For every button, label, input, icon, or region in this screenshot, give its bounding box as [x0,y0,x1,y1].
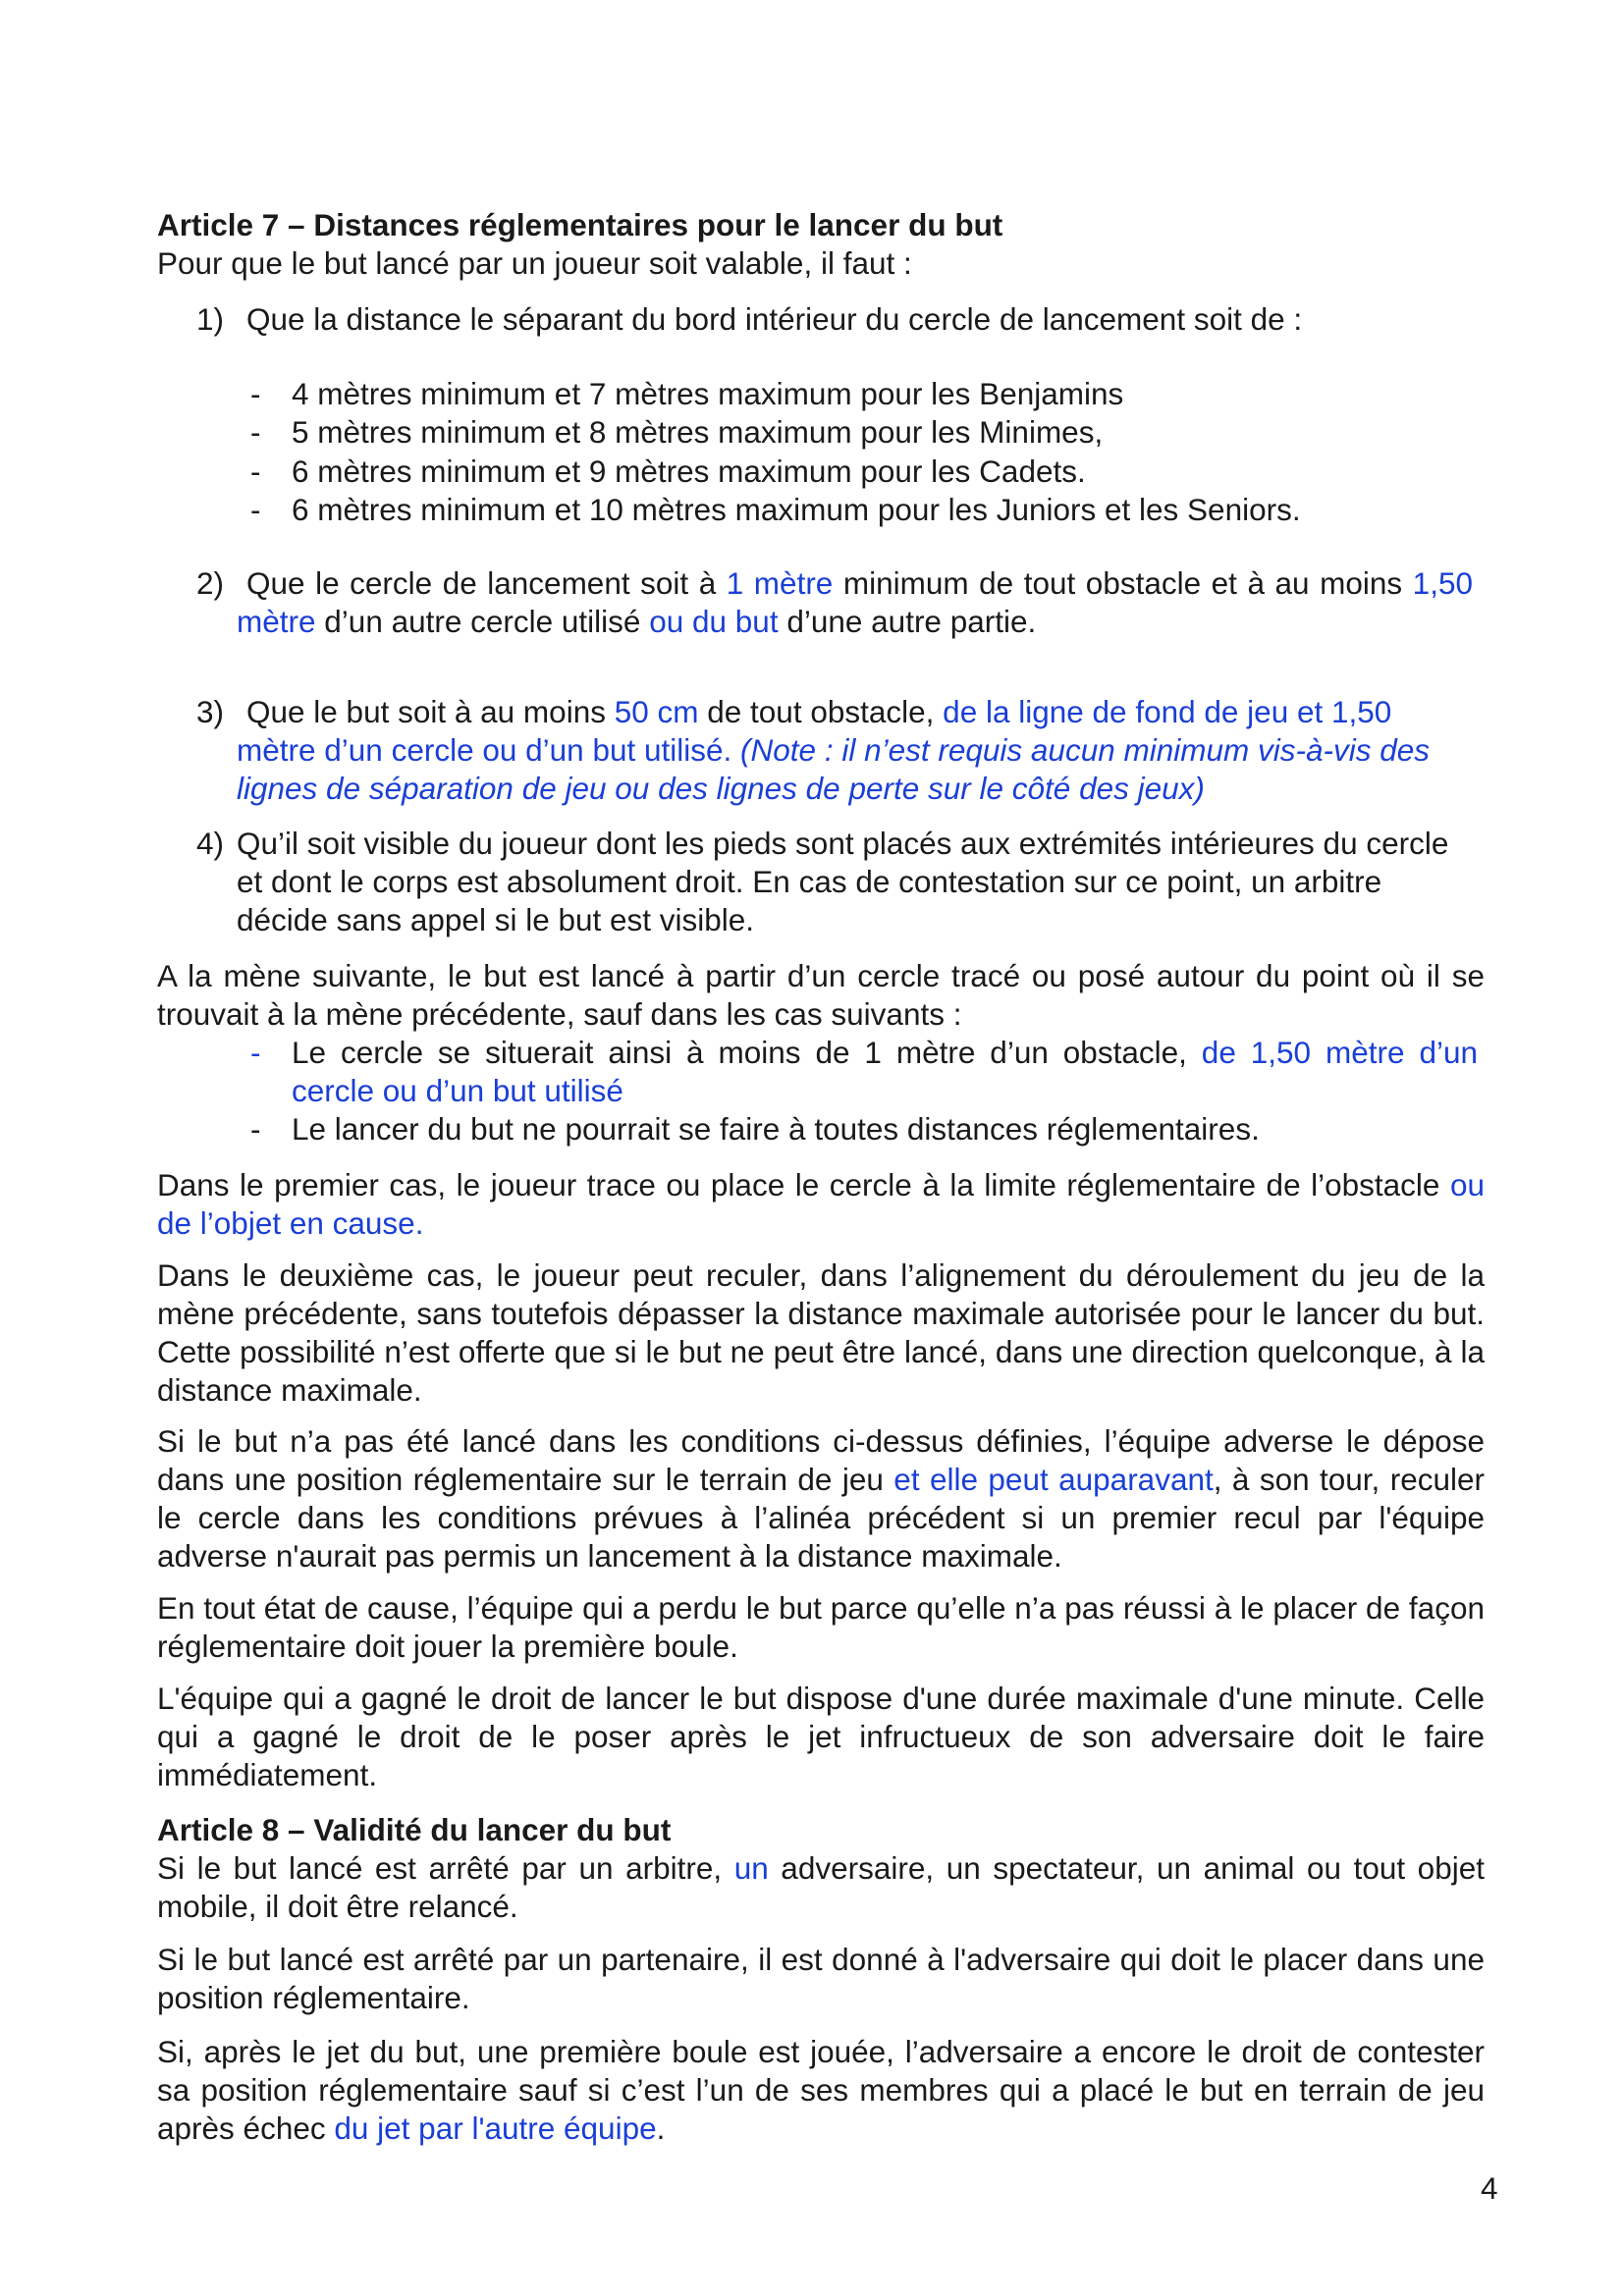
list-item-text: Que la distance le séparant du bord intérieur du cercle de lancement soit de : [246,301,1303,337]
dash-marker: - [250,1111,261,1147]
highlight: 1,50 mètre [237,565,1473,639]
dash-marker: - [250,376,261,411]
highlight: 1 mètre [726,565,834,601]
bullet-item [250,453,1478,491]
bullet-item [250,1110,1478,1148]
paragraph: Si le but lancé est arrêté par un arbitre, un adversaire, un spectateur, un animal ou tout objet mobile, il doit être relancé. [157,1850,1485,1924]
page-number: 4 [1481,2170,1498,2206]
list-item-2 [196,564,1473,641]
paragraph: Si le but n’a pas été lancé dans les conditions ci-dessus définies, l’équipe adverse le dépose dans une position réglementaire sur le terrain de jeu et elle peut auparavant, à son tour, reculer le cercle dans les conditions prévues à l’alinéa précédent si un premier recul par l'équipe adverse n'aurait pas permis un lancement à la distance maximale. [157,1423,1485,1574]
highlight: de 1,50 mètre d’un cercle ou d’un but utilisé [292,1035,1478,1108]
highlight: un [733,1850,769,1886]
article-7-intro: Pour que le but lancé par un joueur soit valable, il faut : [157,245,912,281]
highlight: ou du but [649,604,779,639]
list-item-text: Qu’il soit visible du joueur dont les pieds sont placés aux extrémités intérieures du cercle et dont le corps est absolument droit. En cas de contestation sur ce point, un arbitre décide sans appel si le but est visible. [237,826,1449,937]
bullet-item [250,491,1478,529]
dash-marker: - [250,492,261,527]
bullet-text: 5 mètres minimum et 8 mètres maximum pour les Minimes, [292,414,1104,450]
paragraph: L'équipe qui a gagné le droit de lancer le but dispose d'une durée maximale d'une minute. Celle qui a gagné le droit de le poser après le jet infructueux de son adversaire doit le faire immédiatement. [157,1681,1485,1792]
dash-marker: - [250,414,261,450]
list-number: 1) [196,301,225,337]
paragraph: Dans le deuxième cas, le joueur peut reculer, dans l’alignement du déroulement du jeu de la mène précédente, sans toutefois dépasser la distance maximale autorisée pour le lancer du but. Cette possibilité n’est offerte que si le but ne peut être lancé, dans une direction quelconque, à la distance maximale. [157,1257,1485,1408]
bullet-item [250,413,1478,452]
note: (Note : il n’est requis aucun minimum vis-à-vis des lignes de séparation de jeu ou des lignes de perte sur le côté des jeux) [237,732,1431,806]
bullet-text: 4 mètres minimum et 7 mètres maximum pour les Benjamins [292,376,1124,411]
bullet-text: 6 mètres minimum et 9 mètres maximum pour les Cadets. [292,454,1086,489]
article-7-title: Article 7 – Distances réglementaires pour le lancer du but [157,207,1003,242]
bullet-item [250,375,1478,413]
list-item-text: Que le cercle de lancement soit à 1 mètre minimum de tout obstacle et à au moins 1,50 mètre d’un autre cercle utilisé ou du but d’une autre partie. [237,565,1473,639]
paragraph: En tout état de cause, l’équipe qui a perdu le but parce qu’elle n’a pas réussi à le placer de façon réglementaire doit jouer la première boule. [157,1590,1485,1664]
list-number: 4) [196,826,225,861]
paragraph: A la mène suivante, le but est lancé à partir d’un cercle tracé ou posé autour du point où il se trouvait à la mène précédente, sauf dans les cas suivants : [157,958,1485,1032]
paragraph: Si, après le jet du but, une première boule est jouée, l’adversaire a encore le droit de contester sa position réglementaire sauf si c’est l’un de ses membres qui a placé le but en terrain de jeu après échec du jet par l'autre équipe. [157,2034,1485,2146]
highlight: ou de l’objet en cause. [157,1167,1485,1241]
paragraph: Si le but lancé est arrêté par un partenaire, il est donné à l'adversaire qui doit le placer dans une position réglementaire. [157,1942,1485,2015]
dash-marker: - [250,1035,261,1070]
dash-marker: - [250,454,261,489]
list-item-4 [196,825,1473,939]
list-number: 2) [196,565,225,601]
highlight: de la ligne de fond de jeu et 1,50 mètre d’un cercle ou d’un but utilisé. [237,694,1392,768]
article-8-title: Article 8 – Validité du lancer du but [157,1812,672,1847]
highlight: 50 cm [614,694,699,729]
list-number: 3) [196,694,225,729]
list-item-3 [196,693,1473,808]
list-item-1 [196,300,1473,339]
bullet-text: Le lancer du but ne pourrait se faire à toutes distances réglementaires. [292,1111,1260,1147]
paragraph: Dans le premier cas, le joueur trace ou place le cercle à la limite réglementaire de l’obstacle ou de l’objet en cause. [157,1167,1485,1241]
highlight: et elle peut auparavant [893,1462,1214,1497]
highlight: du jet par l'autre équipe [334,2110,657,2146]
bullet-text: Le cercle se situerait ainsi à moins de 1 mètre d’un obstacle, de 1,50 mètre d’un cercle ou d’un but utilisé [292,1035,1478,1108]
list-item-text: Que le but soit à au moins 50 cm de tout obstacle, de la ligne de fond de jeu et 1,50 mètre d’un cercle ou d’un but utilisé. (Note : il n’est requis aucun minimum vis-à-vis des lignes de séparation de jeu ou des lignes de perte sur le côté des jeux) [237,694,1431,806]
bullet-item [250,1034,1478,1110]
bullet-text: 6 mètres minimum et 10 mètres maximum pour les Juniors et les Seniors. [292,492,1301,527]
